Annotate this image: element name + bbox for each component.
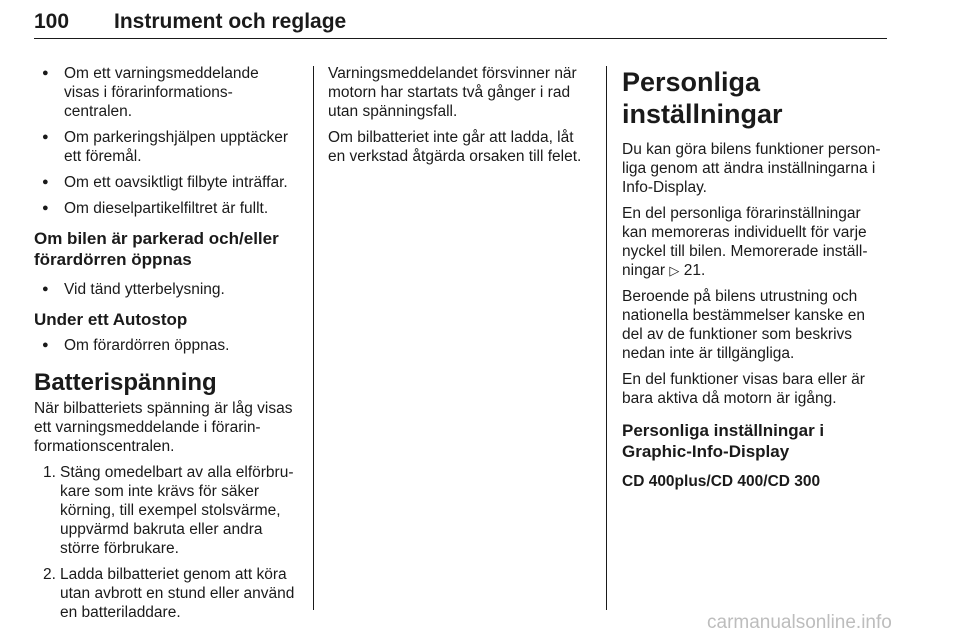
list-item: ● Om parkeringshjälpen upptäcker ett föremål. <box>34 128 298 166</box>
heading-autostop: Under ett Autostop <box>34 310 188 329</box>
paragraph: Om bilbatteriet inte går att ladda, låt en verkstad åtgärda orsaken till felet. <box>328 129 582 165</box>
step-number: 2. <box>43 566 56 583</box>
list-item: ● Om förardörren öppnas. <box>34 336 298 355</box>
watermark: carmanualsonline.info <box>707 612 892 633</box>
bullet-list-autostop <box>34 336 298 355</box>
paragraph-text: En del personliga förarinställningar kan memoreras individuellt för varje nyckel till bilen. Memorerade inställ-ningar <box>622 205 868 279</box>
step-text: Ladda bilbatteriet genom att köra utan avbrott en stund eller använd en batteriladdare. <box>60 566 295 621</box>
heading-personal-settings: Personliga inställningar <box>622 67 783 129</box>
column-right <box>622 64 888 491</box>
page-header <box>34 10 887 39</box>
list-item: ● Om ett varningsmeddelande visas i förarinformations-centralen. <box>34 64 298 121</box>
page-reference-arrow-icon: ▷ <box>669 263 680 278</box>
paragraph: Beroende på bilens utrustning och nationella bestämmelser kanske en del av de funktioner som beskrivs nedan inte är tillgängliga. <box>622 288 865 362</box>
battery-intro: När bilbatteriets spänning är låg visas ett varningsmeddelande i förarin-formationscentralen. <box>34 400 293 455</box>
paragraph: En del funktioner visas bara eller är bara aktiva då motorn är igång. <box>622 371 865 407</box>
column-divider-2 <box>606 66 607 610</box>
bullet-list-parked <box>34 280 298 299</box>
model-heading: CD 400plus/CD 400/CD 300 <box>622 473 821 490</box>
column-left <box>34 64 298 629</box>
list-item <box>34 565 298 622</box>
heading-parked: Om bilen är parkerad och/eller förardörren öppnas <box>34 229 279 269</box>
page-number: 100 <box>34 10 70 33</box>
column-divider-1 <box>313 66 314 610</box>
subheading-graphic-info: Personliga inställningar i Graphic-Info-Display <box>622 421 825 461</box>
list-item <box>34 463 298 558</box>
paragraph: Varningsmeddelandet försvinner när motorn har startats två gånger i rad utan spänningsfall. <box>328 65 577 120</box>
bullet-list-warnings <box>34 64 298 218</box>
steps-list <box>34 463 298 622</box>
column-middle <box>328 64 590 173</box>
heading-battery: Batterispänning <box>34 369 217 396</box>
list-item: ● Vid tänd ytterbelysning. <box>34 280 298 299</box>
page-reference[interactable]: 21. <box>683 262 706 279</box>
chapter-title: Instrument och reglage <box>114 10 347 33</box>
step-number: 1. <box>43 464 56 481</box>
paragraph <box>622 204 888 280</box>
list-item: ● Om ett oavsiktligt filbyte inträffar. <box>34 173 298 192</box>
step-text: Stäng omedelbart av alla elförbru-kare som inte krävs för säker körning, till exempel stolsvärme, uppvärmd bakruta eller andra större förbrukare. <box>60 464 294 557</box>
paragraph: Du kan göra bilens funktioner person-liga genom att ändra inställningarna i Info-Display. <box>622 141 881 196</box>
list-item: ● Om dieselpartikelfiltret är fullt. <box>34 199 298 218</box>
